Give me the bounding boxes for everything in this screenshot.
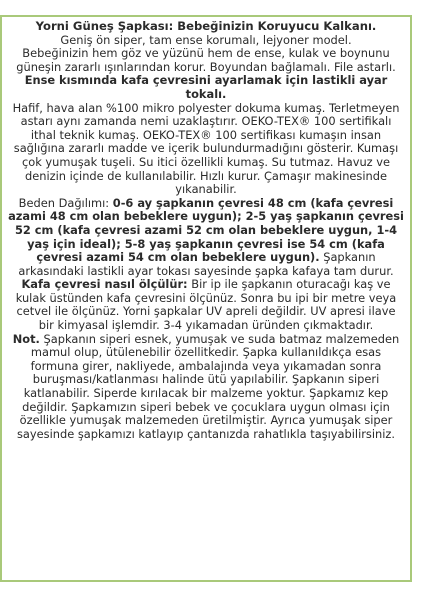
protection-paragraph <box>8 47 404 101</box>
sizes-paragraph <box>8 197 404 279</box>
adjuster-text: Ense kısmında kafa çevresini ayarlamak için lastikli ayar tokalı. <box>24 73 388 101</box>
fabric-paragraph <box>8 102 404 197</box>
fabric-text: Hafif, hava alan %100 mikro polyester dokuma kumaş. Terletmeyen astarı aynı zamanda nemi uzaklaştırır. OEKO-TEX® 100 sertifikalı ithal teknik kumaş. OEKO-TEX® 100 sertifikası kumaşın insan sağlığına zararlı madde ve içerik bulundurmadığını gösterir. Kumaşı çok yumuşak tuşeli. Su itici özellikli kumaş. Su tutmaz. Havuz ve denizin içinde de kullanılabilir. Hızlı kurur. Çamaşır makinesinde yıkanabilir. <box>12 100 400 197</box>
note-text: Şapkanın siperi esnek, yumuşak ve suda batmaz malzemeden mamul olup, ütülenebilir özellitkedir. Şapka kullanıldıkça esas formuna girer, nakliyede, ambalajında veya yıkamadan sonra buruşması/katlanması halinde ütü yapılabilir. Şapkanın siperi katlanabilir. Siperde kırılacak bir malzeme yoktur. Şapkamız kep değildir. Şapkamızın siperi bebek ve çocuklara uygun olması için özellikle yumuşak malzemeden üretilmiştir. Ayrıca yumuşak siper sayesinde şapkamızı katlayıp çantanızda rahatlıkla taşıyabilirsiniz. <box>16 331 400 441</box>
measure-text: Bir ip ile şapkanın oturacağı kaş ve kulak üstünden kafa çevresini ölçünüz. Sonra bu ipi bir metre veya cetvel ile ölçünüz. Yorni şapkalar UV apreli değildir. UV apresi ilave bir kimyasal işlemdir. 3-4 yıkamadan üründen çıkmaktadır. <box>15 277 397 333</box>
note-paragraph <box>8 333 404 442</box>
measure-heading: Kafa çevresi nasıl ölçülür: <box>21 277 188 292</box>
product-title: Yorni Güneş Şapkası: Bebeğinizin Koruyucu Kalkanı. <box>35 19 377 33</box>
sizes-values: 0-6 ay şapkanın çevresi 48 cm (kafa çevresi azami 48 cm olan bebeklere uygun); 2-5 yaş şapkanın çevresi 52 cm (kafa çevresi azami 52 cm olan bebeklere uygun, 1-4 yaş için ideal); 5-8 yaş şapkanın çevresi ise 54 cm (kafa çevresi azami 54 cm olan bebeklere uygun). <box>8 195 404 265</box>
sizes-label: Beden Dağılımı: <box>18 195 110 210</box>
measure-paragraph <box>8 278 404 332</box>
sizes-note: Şapkanın arkasındaki lastikli ayar tokası sayesinde şapka kafaya tam durur. <box>18 250 394 278</box>
product-description-box <box>0 15 412 582</box>
feature-text: Geniş ön siper, tam ense korumalı, lejyoner model. <box>60 32 352 47</box>
feature-paragraph <box>8 34 404 48</box>
protection-text: Bebeğinizin hem göz ve yüzünü hem de ense, kulak ve boynunu güneşin zararlı ışınlarından korur. Boyundan bağlamalı. File astarlı. <box>16 46 396 74</box>
note-heading: Not. <box>12 331 40 346</box>
